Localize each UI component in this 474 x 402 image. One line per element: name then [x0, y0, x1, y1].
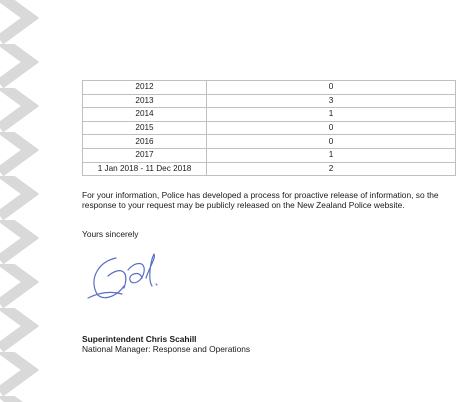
- table-row: [83, 135, 456, 149]
- table-row: [83, 108, 456, 122]
- year-cell: 2012: [83, 81, 207, 95]
- count-cell: 0: [207, 135, 456, 149]
- signatory-name: Superintendent Chris Scahill: [82, 334, 197, 344]
- closing-salutation: Yours sincerely: [82, 229, 139, 239]
- count-cell: 1: [207, 148, 456, 162]
- proactive-release-paragraph: For your information, Police has developed a process for proactive release of information, so the response to your request may be publicly released on the New Zealand Police website.: [82, 190, 439, 211]
- year-cell: 1 Jan 2018 - 11 Dec 2018: [83, 162, 207, 176]
- handwritten-signature: [86, 248, 166, 310]
- chevron-border-decoration: [0, 0, 44, 402]
- count-cell: 3: [207, 94, 456, 108]
- year-cell: 2014: [83, 108, 207, 122]
- count-cell: 0: [207, 121, 456, 135]
- signatory-title: National Manager: Response and Operations: [82, 344, 251, 354]
- incidents-by-year-table: [82, 80, 456, 176]
- year-cell: 2013: [83, 94, 207, 108]
- table-row: [83, 148, 456, 162]
- table-row: [83, 94, 456, 108]
- table-row: [83, 81, 456, 95]
- count-cell: 2: [207, 162, 456, 176]
- year-cell: 2016: [83, 135, 207, 149]
- letter-content: [82, 80, 458, 354]
- count-cell: 1: [207, 108, 456, 122]
- table-row: [83, 121, 456, 135]
- count-cell: 0: [207, 81, 456, 95]
- year-cell: 2015: [83, 121, 207, 135]
- year-cell: 2017: [83, 148, 207, 162]
- table-row: [83, 162, 456, 176]
